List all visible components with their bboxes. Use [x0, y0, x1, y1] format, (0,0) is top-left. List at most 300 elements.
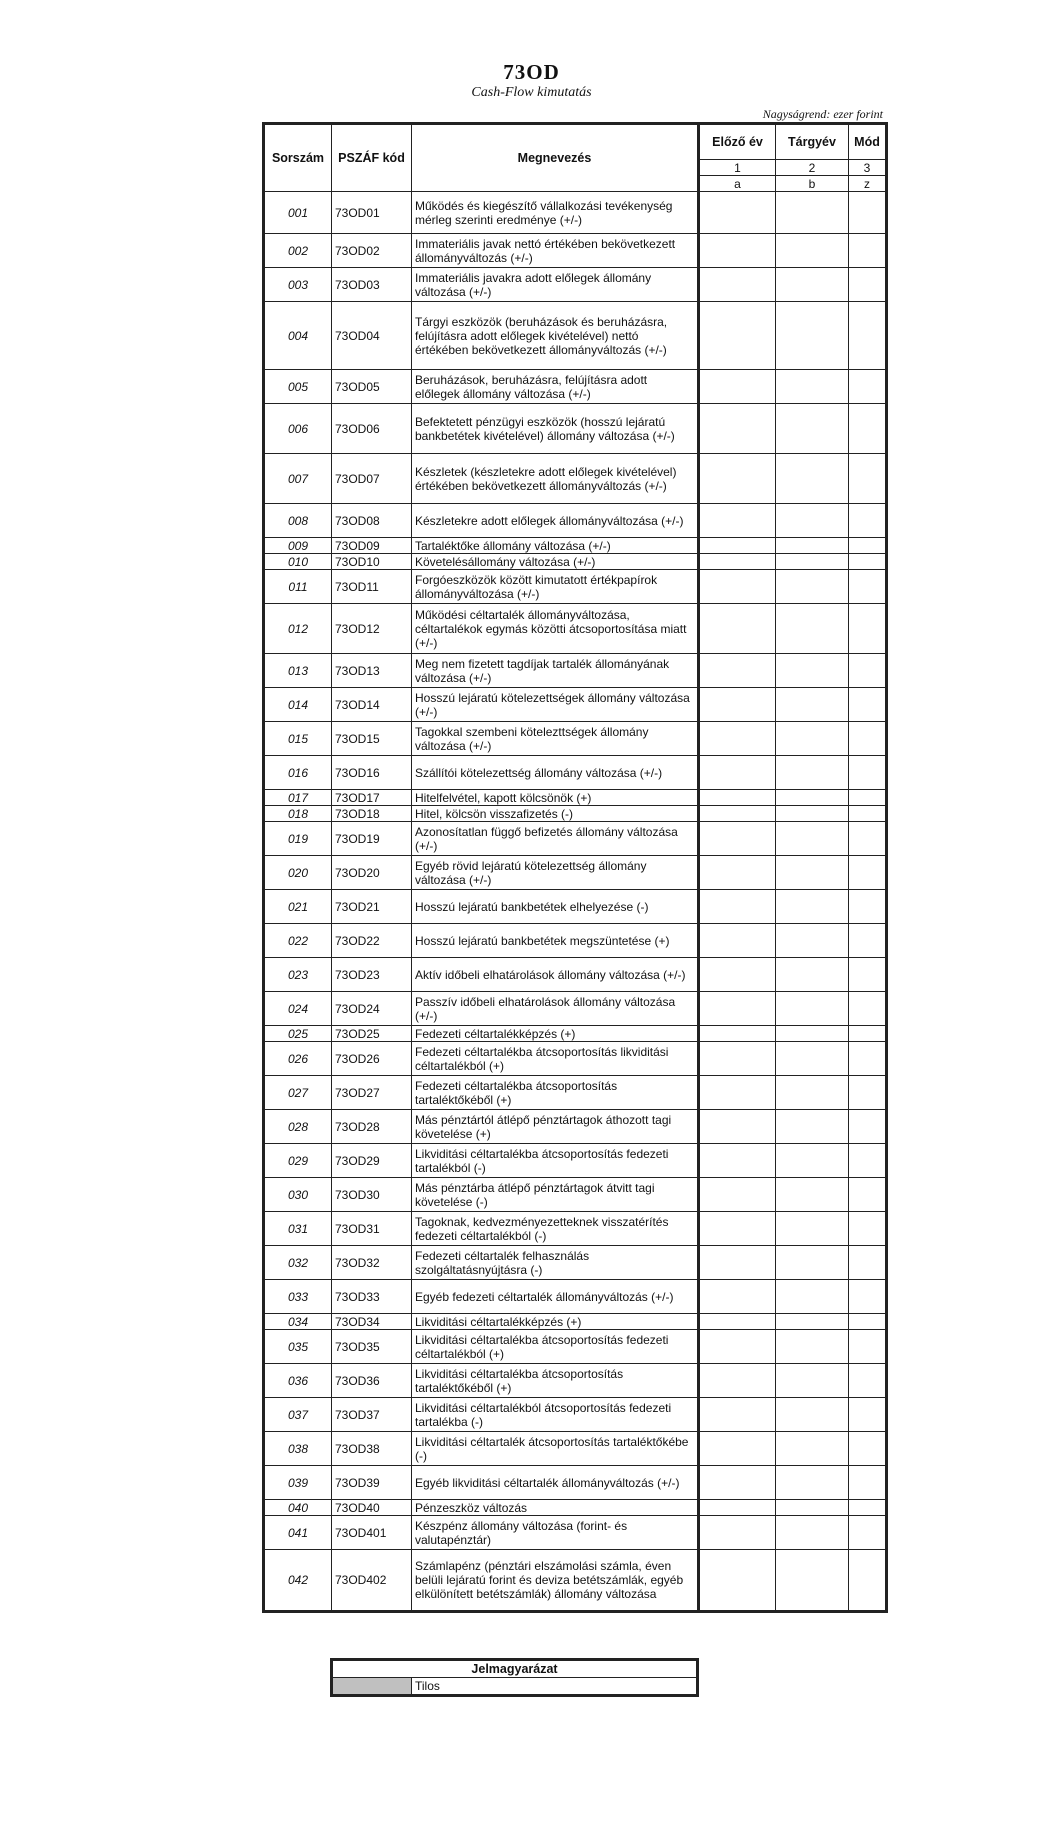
row-mod-cell[interactable] — [849, 654, 887, 688]
row-sorszam: 036 — [264, 1364, 332, 1398]
row-megnevezes: Likviditási céltartalékképzés (+) — [412, 1314, 699, 1330]
row-targyev-cell[interactable] — [776, 604, 849, 654]
row-targyev-cell[interactable] — [776, 1042, 849, 1076]
row-mod-cell[interactable] — [849, 890, 887, 924]
row-mod-cell[interactable] — [849, 504, 887, 538]
row-sorszam: 005 — [264, 370, 332, 404]
row-megnevezes: Fedezeti céltartalék felhasználás szolgáltatásnyújtásra (-) — [412, 1246, 699, 1280]
row-targyev-cell[interactable] — [776, 1516, 849, 1550]
row-pszaf-kod: 73OD24 — [332, 992, 412, 1026]
legend-table — [330, 1658, 699, 1697]
row-sorszam: 039 — [264, 1466, 332, 1500]
table-row — [264, 1144, 887, 1178]
row-megnevezes: Befektetett pénzügyi eszközök (hosszú lejáratú bankbetétek kivételével) állomány változása (+/-) — [412, 404, 699, 454]
row-elozo-ev-cell[interactable] — [699, 806, 776, 822]
row-elozo-ev-cell[interactable] — [699, 1026, 776, 1042]
row-mod-cell[interactable] — [849, 1144, 887, 1178]
row-megnevezes: Egyéb fedezeti céltartalék állományváltozás (+/-) — [412, 1280, 699, 1314]
row-elozo-ev-cell[interactable] — [699, 856, 776, 890]
row-elozo-ev-cell[interactable] — [699, 1280, 776, 1314]
row-targyev-cell[interactable] — [776, 722, 849, 756]
row-elozo-ev-cell[interactable] — [699, 1516, 776, 1550]
table-row — [264, 1364, 887, 1398]
row-mod-cell[interactable] — [849, 1026, 887, 1042]
row-pszaf-kod: 73OD17 — [332, 790, 412, 806]
row-pszaf-kod: 73OD30 — [332, 1178, 412, 1212]
row-mod-cell[interactable] — [849, 192, 887, 234]
row-pszaf-kod: 73OD12 — [332, 604, 412, 654]
row-pszaf-kod: 73OD09 — [332, 538, 412, 554]
row-mod-cell[interactable] — [849, 822, 887, 856]
row-targyev-cell[interactable] — [776, 1026, 849, 1042]
row-targyev-cell[interactable] — [776, 570, 849, 604]
row-sorszam: 026 — [264, 1042, 332, 1076]
row-pszaf-kod: 73OD29 — [332, 1144, 412, 1178]
row-mod-cell[interactable] — [849, 790, 887, 806]
row-pszaf-kod: 73OD15 — [332, 722, 412, 756]
row-elozo-ev-cell[interactable] — [699, 722, 776, 756]
row-pszaf-kod: 73OD25 — [332, 1026, 412, 1042]
row-pszaf-kod: 73OD02 — [332, 234, 412, 268]
row-targyev-cell[interactable] — [776, 1466, 849, 1500]
row-pszaf-kod: 73OD13 — [332, 654, 412, 688]
row-pszaf-kod: 73OD27 — [332, 1076, 412, 1110]
row-megnevezes: Fedezeti céltartalékba átcsoportosítás tartaléktőkéből (+) — [412, 1076, 699, 1110]
row-targyev-cell[interactable] — [776, 1076, 849, 1110]
row-targyev-cell[interactable] — [776, 890, 849, 924]
row-sorszam: 016 — [264, 756, 332, 790]
table-row — [264, 992, 887, 1026]
row-megnevezes: Meg nem fizetett tagdíjak tartalék állományának változása (+/-) — [412, 654, 699, 688]
row-pszaf-kod: 73OD16 — [332, 756, 412, 790]
row-sorszam: 035 — [264, 1330, 332, 1364]
row-sorszam: 027 — [264, 1076, 332, 1110]
row-targyev-cell[interactable] — [776, 806, 849, 822]
row-pszaf-kod: 73OD38 — [332, 1432, 412, 1466]
row-megnevezes: Likviditási céltartalékba átcsoportosítás fedezeti céltartalékból (+) — [412, 1330, 699, 1364]
row-sorszam: 001 — [264, 192, 332, 234]
table-row — [264, 1110, 887, 1144]
row-mod-cell[interactable] — [849, 1246, 887, 1280]
row-sorszam: 013 — [264, 654, 332, 688]
row-elozo-ev-cell[interactable] — [699, 654, 776, 688]
row-mod-cell[interactable] — [849, 1364, 887, 1398]
row-megnevezes: Számlapénz (pénztári elszámolási számla, éven belüli lejáratú forint és deviza betétszámlák, egyéb elkülönített betétszámlák) állomány változása — [412, 1550, 699, 1612]
table-row — [264, 1500, 887, 1516]
row-mod-cell[interactable] — [849, 1466, 887, 1500]
row-targyev-cell[interactable] — [776, 192, 849, 234]
row-megnevezes: Hosszú lejáratú kötelezettségek állomány változása (+/-) — [412, 688, 699, 722]
row-megnevezes: Készletekre adott előlegek állományváltozása (+/-) — [412, 504, 699, 538]
row-pszaf-kod: 73OD07 — [332, 454, 412, 504]
row-megnevezes: Készletek (készletekre adott előlegek kivételével) értékében bekövetkezett állományváltozás (+/-) — [412, 454, 699, 504]
row-pszaf-kod: 73OD37 — [332, 1398, 412, 1432]
row-targyev-cell[interactable] — [776, 1110, 849, 1144]
row-elozo-ev-cell[interactable] — [699, 1432, 776, 1466]
row-sorszam: 010 — [264, 554, 332, 570]
column-header-megnevezes: Megnevezés — [412, 124, 699, 192]
row-elozo-ev-cell[interactable] — [699, 1398, 776, 1432]
row-pszaf-kod: 73OD28 — [332, 1110, 412, 1144]
row-pszaf-kod: 73OD14 — [332, 688, 412, 722]
row-megnevezes: Fedezeti céltartalékképzés (+) — [412, 1026, 699, 1042]
table-row — [264, 822, 887, 856]
table-row — [264, 856, 887, 890]
row-elozo-ev-cell[interactable] — [699, 504, 776, 538]
row-sorszam: 002 — [264, 234, 332, 268]
row-targyev-cell[interactable] — [776, 1280, 849, 1314]
row-mod-cell[interactable] — [849, 992, 887, 1026]
table-row — [264, 1076, 887, 1110]
row-targyev-cell[interactable] — [776, 790, 849, 806]
table-row — [264, 1042, 887, 1076]
row-mod-cell[interactable] — [849, 1280, 887, 1314]
row-sorszam: 030 — [264, 1178, 332, 1212]
row-megnevezes: Likviditási céltartalékból átcsoportosítás fedezeti tartalékba (-) — [412, 1398, 699, 1432]
row-mod-cell[interactable] — [849, 302, 887, 370]
row-elozo-ev-cell[interactable] — [699, 1330, 776, 1364]
column-number-3: 3 — [849, 160, 887, 176]
row-mod-cell[interactable] — [849, 554, 887, 570]
row-megnevezes: Tagokkal szembeni kötelezttségek állomány változása (+/-) — [412, 722, 699, 756]
row-pszaf-kod: 73OD34 — [332, 1314, 412, 1330]
row-sorszam: 034 — [264, 1314, 332, 1330]
row-megnevezes: Hitelfelvétel, kapott kölcsönök (+) — [412, 790, 699, 806]
row-megnevezes: Tagoknak, kedvezményezetteknek visszatérítés fedezeti céltartalékból (-) — [412, 1212, 699, 1246]
row-elozo-ev-cell[interactable] — [699, 790, 776, 806]
row-elozo-ev-cell[interactable] — [699, 890, 776, 924]
row-sorszam: 006 — [264, 404, 332, 454]
table-row — [264, 722, 887, 756]
row-mod-cell[interactable] — [849, 268, 887, 302]
row-elozo-ev-cell[interactable] — [699, 1042, 776, 1076]
row-elozo-ev-cell[interactable] — [699, 1110, 776, 1144]
row-targyev-cell[interactable] — [776, 1144, 849, 1178]
row-megnevezes: Likviditási céltartalékba átcsoportosítás fedezeti tartalékból (-) — [412, 1144, 699, 1178]
column-letter-z: z — [849, 176, 887, 192]
column-header-sorszam: Sorszám — [264, 124, 332, 192]
table-row — [264, 1330, 887, 1364]
row-sorszam: 031 — [264, 1212, 332, 1246]
row-mod-cell[interactable] — [849, 538, 887, 554]
row-sorszam: 004 — [264, 302, 332, 370]
table-row — [264, 1314, 887, 1330]
row-mod-cell[interactable] — [849, 1500, 887, 1516]
row-megnevezes: Forgóeszközök között kimutatott értékpapírok állományváltozása (+/-) — [412, 570, 699, 604]
row-sorszam: 022 — [264, 924, 332, 958]
row-mod-cell[interactable] — [849, 404, 887, 454]
row-targyev-cell[interactable] — [776, 924, 849, 958]
row-megnevezes: Azonosítatlan függő befizetés állomány változása (+/-) — [412, 822, 699, 856]
row-elozo-ev-cell[interactable] — [699, 604, 776, 654]
row-targyev-cell[interactable] — [776, 504, 849, 538]
row-mod-cell[interactable] — [849, 1110, 887, 1144]
row-mod-cell[interactable] — [849, 924, 887, 958]
row-mod-cell[interactable] — [849, 1432, 887, 1466]
row-mod-cell[interactable] — [849, 1042, 887, 1076]
row-targyev-cell[interactable] — [776, 454, 849, 504]
row-sorszam: 017 — [264, 790, 332, 806]
column-number-1: 1 — [699, 160, 776, 176]
row-sorszam: 007 — [264, 454, 332, 504]
unit-note: Nagyságrend: ezer forint — [762, 107, 883, 121]
table-row — [264, 604, 887, 654]
page-title: 73OD — [503, 60, 560, 84]
row-megnevezes: Működés és kiegészítő vállalkozási tevékenység mérleg szerinti eredménye (+/-) — [412, 192, 699, 234]
row-targyev-cell[interactable] — [776, 234, 849, 268]
table-row — [264, 688, 887, 722]
row-pszaf-kod: 73OD11 — [332, 570, 412, 604]
row-targyev-cell[interactable] — [776, 1364, 849, 1398]
row-mod-cell[interactable] — [849, 1178, 887, 1212]
row-sorszam: 019 — [264, 822, 332, 856]
table-row — [264, 1466, 887, 1500]
row-elozo-ev-cell[interactable] — [699, 822, 776, 856]
row-elozo-ev-cell[interactable] — [699, 688, 776, 722]
table-row — [264, 370, 887, 404]
table-row — [264, 1026, 887, 1042]
table-row — [264, 234, 887, 268]
table-row — [264, 924, 887, 958]
row-elozo-ev-cell[interactable] — [699, 454, 776, 504]
table-row — [264, 1178, 887, 1212]
row-sorszam: 024 — [264, 992, 332, 1026]
table-row — [264, 1246, 887, 1280]
row-elozo-ev-cell[interactable] — [699, 302, 776, 370]
row-mod-cell[interactable] — [849, 1550, 887, 1612]
row-elozo-ev-cell[interactable] — [699, 1144, 776, 1178]
row-elozo-ev-cell[interactable] — [699, 992, 776, 1026]
row-elozo-ev-cell[interactable] — [699, 268, 776, 302]
legend-title: Jelmagyarázat — [332, 1660, 698, 1678]
row-sorszam: 042 — [264, 1550, 332, 1612]
row-mod-cell[interactable] — [849, 958, 887, 992]
row-sorszam: 025 — [264, 1026, 332, 1042]
row-mod-cell[interactable] — [849, 604, 887, 654]
row-targyev-cell[interactable] — [776, 1212, 849, 1246]
column-header-targyev: Tárgyév — [776, 124, 849, 160]
row-elozo-ev-cell[interactable] — [699, 1246, 776, 1280]
table-row — [264, 1432, 887, 1466]
row-sorszam: 023 — [264, 958, 332, 992]
row-sorszam: 029 — [264, 1144, 332, 1178]
row-sorszam: 038 — [264, 1432, 332, 1466]
row-targyev-cell[interactable] — [776, 538, 849, 554]
row-elozo-ev-cell[interactable] — [699, 1364, 776, 1398]
row-megnevezes: Készpénz állomány változása (forint- és valutapénztár) — [412, 1516, 699, 1550]
row-mod-cell[interactable] — [849, 756, 887, 790]
row-mod-cell[interactable] — [849, 1330, 887, 1364]
row-targyev-cell[interactable] — [776, 992, 849, 1026]
row-targyev-cell[interactable] — [776, 756, 849, 790]
row-sorszam: 032 — [264, 1246, 332, 1280]
row-sorszam: 020 — [264, 856, 332, 890]
row-elozo-ev-cell[interactable] — [699, 404, 776, 454]
table-row — [264, 554, 887, 570]
row-pszaf-kod: 73OD26 — [332, 1042, 412, 1076]
column-number-2: 2 — [776, 160, 849, 176]
row-mod-cell[interactable] — [849, 1212, 887, 1246]
row-pszaf-kod: 73OD402 — [332, 1550, 412, 1612]
row-sorszam: 037 — [264, 1398, 332, 1432]
row-megnevezes: Aktív időbeli elhatárolások állomány változása (+/-) — [412, 958, 699, 992]
row-megnevezes: Likviditási céltartalék átcsoportosítás tartaléktőkébe (-) — [412, 1432, 699, 1466]
row-elozo-ev-cell[interactable] — [699, 1178, 776, 1212]
table-row — [264, 1516, 887, 1550]
row-pszaf-kod: 73OD32 — [332, 1246, 412, 1280]
row-mod-cell[interactable] — [849, 570, 887, 604]
row-megnevezes: Fedezeti céltartalékba átcsoportosítás likviditási céltartalékból (+) — [412, 1042, 699, 1076]
row-pszaf-kod: 73OD03 — [332, 268, 412, 302]
row-pszaf-kod: 73OD01 — [332, 192, 412, 234]
row-megnevezes: Más pénztártól átlépő pénztártagok áthozott tagi követelése (+) — [412, 1110, 699, 1144]
row-mod-cell[interactable] — [849, 806, 887, 822]
row-megnevezes: Immateriális javakra adott előlegek állomány változása (+/-) — [412, 268, 699, 302]
table-row — [264, 1280, 887, 1314]
row-megnevezes: Hosszú lejáratú bankbetétek megszüntetése (+) — [412, 924, 699, 958]
row-elozo-ev-cell[interactable] — [699, 1212, 776, 1246]
row-mod-cell[interactable] — [849, 856, 887, 890]
table-row — [264, 790, 887, 806]
row-mod-cell[interactable] — [849, 1398, 887, 1432]
table-row — [264, 404, 887, 454]
row-targyev-cell[interactable] — [776, 404, 849, 454]
row-pszaf-kod: 73OD22 — [332, 924, 412, 958]
row-pszaf-kod: 73OD23 — [332, 958, 412, 992]
row-elozo-ev-cell[interactable] — [699, 538, 776, 554]
table-row — [264, 756, 887, 790]
row-megnevezes: Hitel, kölcsön visszafizetés (-) — [412, 806, 699, 822]
row-elozo-ev-cell[interactable] — [699, 756, 776, 790]
column-header-elozo-ev: Előző év — [699, 124, 776, 160]
row-elozo-ev-cell[interactable] — [699, 1076, 776, 1110]
legend-swatch — [332, 1678, 412, 1696]
row-sorszam: 021 — [264, 890, 332, 924]
row-targyev-cell[interactable] — [776, 958, 849, 992]
row-sorszam: 009 — [264, 538, 332, 554]
row-pszaf-kod: 73OD36 — [332, 1364, 412, 1398]
row-megnevezes: Működési céltartalék állományváltozása, céltartalékok egymás közötti átcsoportosítása miatt (+/-) — [412, 604, 699, 654]
row-pszaf-kod: 73OD33 — [332, 1280, 412, 1314]
row-megnevezes: Tartaléktőke állomány változása (+/-) — [412, 538, 699, 554]
row-pszaf-kod: 73OD20 — [332, 856, 412, 890]
row-mod-cell[interactable] — [849, 1516, 887, 1550]
row-targyev-cell[interactable] — [776, 1178, 849, 1212]
row-targyev-cell[interactable] — [776, 1398, 849, 1432]
row-elozo-ev-cell[interactable] — [699, 370, 776, 404]
row-elozo-ev-cell[interactable] — [699, 234, 776, 268]
row-elozo-ev-cell[interactable] — [699, 570, 776, 604]
row-elozo-ev-cell[interactable] — [699, 1500, 776, 1516]
row-sorszam: 018 — [264, 806, 332, 822]
row-megnevezes: Passzív időbeli elhatárolások állomány változása (+/-) — [412, 992, 699, 1026]
row-megnevezes: Egyéb likviditási céltartalék állományváltozás (+/-) — [412, 1466, 699, 1500]
row-megnevezes: Tárgyi eszközök (beruházások és beruházásra, felújításra adott előlegek kivételével) nettó értékében bekövetkezett állományváltozás (+/-) — [412, 302, 699, 370]
row-targyev-cell[interactable] — [776, 302, 849, 370]
row-megnevezes: Likviditási céltartalékba átcsoportosítás tartaléktőkéből (+) — [412, 1364, 699, 1398]
table-row — [264, 538, 887, 554]
row-elozo-ev-cell[interactable] — [699, 958, 776, 992]
row-targyev-cell[interactable] — [776, 268, 849, 302]
row-targyev-cell[interactable] — [776, 822, 849, 856]
row-elozo-ev-cell[interactable] — [699, 1466, 776, 1500]
row-targyev-cell[interactable] — [776, 1432, 849, 1466]
row-mod-cell[interactable] — [849, 1314, 887, 1330]
row-megnevezes: Szállítói kötelezettség állomány változása (+/-) — [412, 756, 699, 790]
row-mod-cell[interactable] — [849, 688, 887, 722]
row-targyev-cell[interactable] — [776, 1500, 849, 1516]
column-letter-a: a — [699, 176, 776, 192]
column-letter-b: b — [776, 176, 849, 192]
row-targyev-cell[interactable] — [776, 1550, 849, 1612]
row-sorszam: 015 — [264, 722, 332, 756]
row-mod-cell[interactable] — [849, 234, 887, 268]
row-sorszam: 003 — [264, 268, 332, 302]
row-sorszam: 012 — [264, 604, 332, 654]
row-megnevezes: Egyéb rövid lejáratú kötelezettség állomány változása (+/-) — [412, 856, 699, 890]
row-elozo-ev-cell[interactable] — [699, 1314, 776, 1330]
row-mod-cell[interactable] — [849, 722, 887, 756]
row-pszaf-kod: 73OD21 — [332, 890, 412, 924]
row-mod-cell[interactable] — [849, 370, 887, 404]
cash-flow-table — [262, 122, 888, 1613]
table-row — [264, 454, 887, 504]
table-body — [264, 192, 887, 1612]
row-sorszam: 041 — [264, 1516, 332, 1550]
row-targyev-cell[interactable] — [776, 1330, 849, 1364]
row-elozo-ev-cell[interactable] — [699, 192, 776, 234]
column-header-pszaf-kod: PSZÁF kód — [332, 124, 412, 192]
row-elozo-ev-cell[interactable] — [699, 924, 776, 958]
row-targyev-cell[interactable] — [776, 1246, 849, 1280]
row-pszaf-kod: 73OD06 — [332, 404, 412, 454]
table-row — [264, 268, 887, 302]
table-row — [264, 192, 887, 234]
row-sorszam: 033 — [264, 1280, 332, 1314]
row-pszaf-kod: 73OD40 — [332, 1500, 412, 1516]
row-elozo-ev-cell[interactable] — [699, 554, 776, 570]
table-row — [264, 1212, 887, 1246]
row-targyev-cell[interactable] — [776, 1314, 849, 1330]
row-targyev-cell[interactable] — [776, 688, 849, 722]
row-targyev-cell[interactable] — [776, 856, 849, 890]
row-sorszam: 014 — [264, 688, 332, 722]
table-row — [264, 1550, 887, 1612]
row-targyev-cell[interactable] — [776, 370, 849, 404]
row-pszaf-kod: 73OD18 — [332, 806, 412, 822]
table-row — [264, 302, 887, 370]
table-row — [264, 958, 887, 992]
page-subtitle: Cash-Flow kimutatás — [471, 85, 592, 100]
table-row — [264, 890, 887, 924]
row-targyev-cell[interactable] — [776, 554, 849, 570]
row-mod-cell[interactable] — [849, 454, 887, 504]
row-elozo-ev-cell[interactable] — [699, 1550, 776, 1612]
row-megnevezes: Beruházások, beruházásra, felújításra adott előlegek állomány változása (+/-) — [412, 370, 699, 404]
row-sorszam: 011 — [264, 570, 332, 604]
table-row — [264, 806, 887, 822]
row-megnevezes: Pénzeszköz változás — [412, 1500, 699, 1516]
row-sorszam: 040 — [264, 1500, 332, 1516]
row-pszaf-kod: 73OD35 — [332, 1330, 412, 1364]
row-mod-cell[interactable] — [849, 1076, 887, 1110]
row-targyev-cell[interactable] — [776, 654, 849, 688]
row-megnevezes: Immateriális javak nettó értékében bekövetkezett állományváltozás (+/-) — [412, 234, 699, 268]
table-row — [264, 1398, 887, 1432]
row-pszaf-kod: 73OD401 — [332, 1516, 412, 1550]
row-sorszam: 028 — [264, 1110, 332, 1144]
row-pszaf-kod: 73OD08 — [332, 504, 412, 538]
